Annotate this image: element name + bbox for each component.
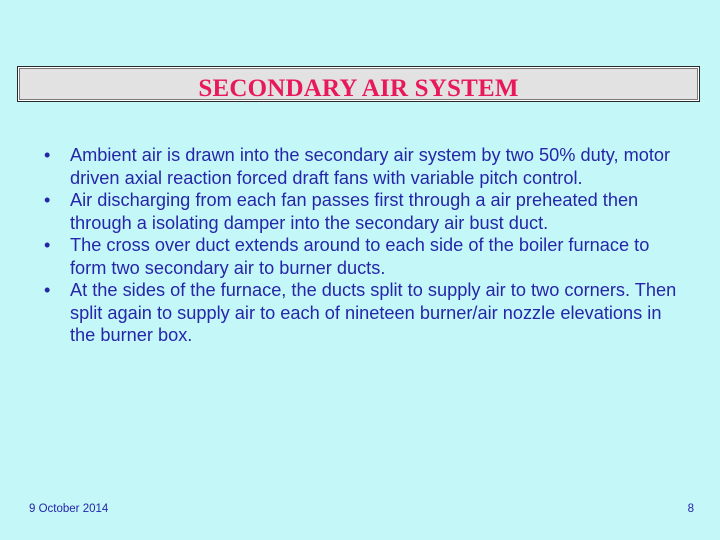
bullet-text: At the sides of the furnace, the ducts split to supply air to two corners. Then split again to supply air to each of nineteen burner/air nozzle elevations in the burner box. — [70, 280, 677, 345]
title-box — [17, 66, 700, 102]
bullet-dot-icon: • — [44, 280, 51, 300]
footer-date: 9 October 2014 — [29, 503, 109, 515]
page-number: 8 — [687, 503, 694, 515]
bullet-dot-icon: • — [44, 235, 51, 255]
slide-title: SECONDARY AIR SYSTEM — [198, 75, 519, 102]
bullet-item — [40, 189, 685, 234]
bullet-item — [40, 279, 685, 347]
bullet-item — [40, 234, 685, 279]
bullet-text: The cross over duct extends around to each side of the boiler furnace to form two secondary air to burner ducts. — [70, 235, 650, 278]
bullet-item — [40, 144, 685, 189]
bullet-dot-icon: • — [44, 145, 51, 165]
bullet-text: Air discharging from each fan passes first through a air preheated then through a isolating damper into the secondary air bust duct. — [70, 190, 639, 233]
bullet-dot-icon: • — [44, 190, 51, 210]
bullet-list — [40, 144, 685, 347]
bullet-text: Ambient air is drawn into the secondary air system by two 50% duty, motor driven axial reaction forced draft fans with variable pitch control. — [70, 145, 671, 188]
